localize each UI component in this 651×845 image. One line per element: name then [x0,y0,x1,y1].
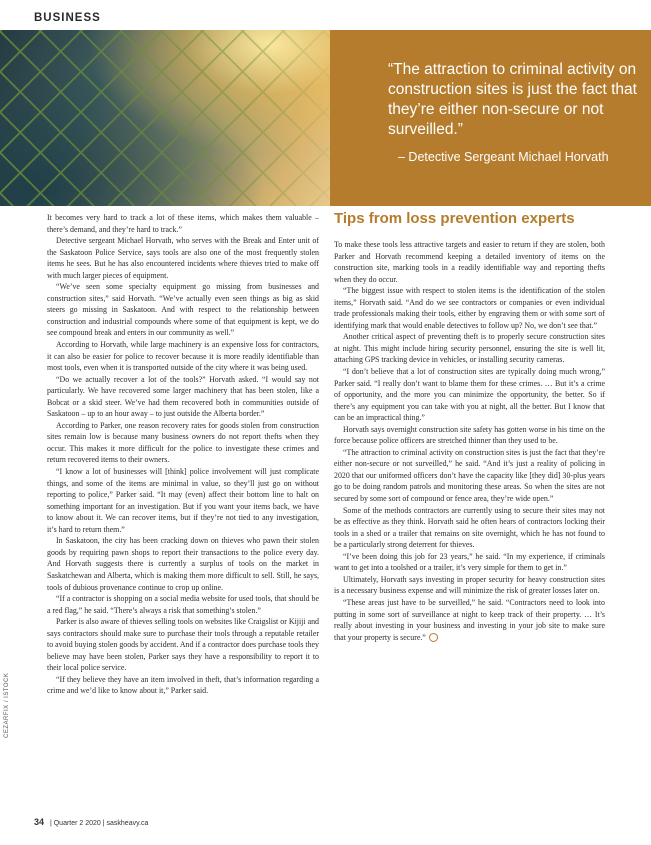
article-paragraph: “I’ve been doing this job for 23 years,” he said. “In my experience, if criminals want to get into a toolshed or a trailer, it’s very simple for them to get in.” [334,551,605,573]
article-paragraph: It becomes very hard to track a lot of these items, which makes them valuable – there’s demand, and they’re hard to track.” [47,213,319,234]
article-paragraph: Some of the methods contractors are currently using to secure their sites may not be as effective as they think. Horvath said he often hears of contractors locking their tools in a shed or a trailer that remains on site overnight, which he has not found to be a particularly strong deterrent for thieves. [334,505,605,550]
fence-mesh-graphic [0,30,330,206]
pull-quote-attribution: – Detective Sergeant Michael Horvath [398,150,609,164]
left-article-column [47,212,319,697]
article-paragraph: “Do we actually recover a lot of the tools?” Horvath asked. “I would say not particularly. We have recovered some larger machinery that has been stolen, like a Bobcat or a skid steer. We’ve had them recovered both in communities outside of Saskatoon – up to an hour away – to just outside the Alberta border.” [47,374,319,419]
article-paragraph: Ultimately, Horvath says investing in proper security for heavy construction sites is a necessary business expense and will minimize the risk of greater losses later on. [334,574,605,596]
pull-quote-box [330,30,651,206]
chain-link-fence-photo [0,30,330,206]
footer-text: | Quarter 2 2020 | saskheavy.ca [49,820,149,827]
end-of-article-icon [429,633,438,642]
article-paragraph: Another critical aspect of preventing theft is to properly secure construction sites at night. This might include hiring security personnel, ensuring the site is well lit, attaching GPS tracking device in vehicles, or installing security cameras. [334,332,605,365]
page-number: 34 [34,817,45,827]
article-paragraph: “If they believe they have an item involved in theft, that’s information regarding a crime and we’d like to know about it,” Parker said. [47,674,319,696]
article-paragraph: “The attraction to criminal activity on construction sites is just the fact that they’re either non-secure or not surveilled,” he said. “And it’s just a reality of policing in 2020 that our uniformed officers don’t have the capacity like [they did] 30-plus years go to be doing random patrols and monitoring these areas. So when the sites are not secured by some sort of compound or fence area, they’re wide open.” [334,447,605,504]
photo-credit: CEZARFIX / ISTOCK [4,672,10,738]
article-paragraph: Parker is also aware of thieves selling tools on websites like Craigslist or Kijiji and says contractors should make sure to purchase their tools through a reputable retailer to avoid buying stolen goods by accident. And if a contractor does purchase tools they believe may have been stolen, Parker says they have a responsibility to report it to their local police service. [47,617,319,673]
article-paragraph: In Saskatoon, the city has been cracking down on thieves who pawn their stolen goods by requiring pawn shops to report their transactions to the police every day. And Horvath suggests there is currently a surplus of tools on the market in Saskatchewan and Alberta, which is making them more difficult to sell. Still, he says, tools of dubious provenance continue to crop up online. [47,536,319,592]
article-paragraph: To make these tools less attractive targets and easier to return if they are stolen, both Parker and Horvath recommend keeping a detailed inventory of items on the construction site, marking tools in a readily identifiable way and reporting thefts when they do occur. [334,240,605,284]
article-paragraph: “The biggest issue with respect to stolen items is the identification of the stolen items,” Horvath said. “And do we see contractors or companies or even individual trade professionals making their tools, either by engraving them or with some sort of identifying mark that would enable detectives to follow up? No, we don’t see that.” [334,286,605,330]
article-paragraph: According to Parker, one reason recovery rates for goods stolen from construction sites remain low is because many business owners do not report thefts when they occur. This makes it more difficult for the police to investigate these crimes and return recovered items to their owners. [47,420,319,465]
section-label: BUSINESS [34,12,101,24]
section-heading: Tips from loss prevention experts [334,210,575,227]
article-paragraph-text: “These areas just have to be surveilled,” he said. “Contractors need to look into putting in some sort of surveillance at night to keep track of their property. … It’s really about investing in your business and investing in your job site to make sure that your property is secure.” [334,597,605,642]
article-paragraph: Detective sergeant Michael Horvath, who serves with the Break and Enter unit of the Saskatoon Police Service, says tools are also one of the most frequently stolen items he sees. But he has also encountered incidents where thieves tried to make off with much larger pieces of equipment. [47,236,319,280]
article-paragraph: “I don’t believe that a lot of construction sites are typically doing much wrong,” Parker said. “I really don’t want to blame them for these crimes. … But it’s a crime of opportunity, and the more you can minimize the opportunity, the better. So if there’s any equipment you can take with you at night, all the better. But I know that can be an impractical thing.” [334,367,605,423]
right-article-column [334,239,605,643]
article-paragraph: “I know a lot of businesses will [think] police involvement will just complicate things, and some of the items are minimal in value, so they’ll just go on without reporting to police,” Parker said. “It may (even) affect their bottom line to halt on something important for an investigation. But if you want your items back, we have to know about it. We can recover items, but if they’re not tied to any investigation, it’s hard to return them.” [47,467,319,534]
page-footer [34,817,148,827]
article-paragraph: “If a contractor is shopping on a social media website for used tools, that should be a red flag,” he said. “There’s always a risk that something’s stolen.” [47,594,319,615]
article-paragraph: “We’ve seen some specialty equipment go missing from businesses and construction sites,” said Horvath. “We’ve actually even seen things as big as skid steers go missing in Saskatoon. And with respect to the relationship between construction and industrial compounds where some of that equipment is kept, we do see compound break and enters in our community as well.” [47,282,319,338]
article-paragraph-last [334,597,605,643]
pull-quote-text: “The attraction to criminal activity on construction sites is just the fact that they’re either non-secure or not surveilled.” [388,61,637,138]
article-paragraph: Horvath says overnight construction site safety has gotten worse in his time on the force because police officers are stretched thinner than they used to be. [334,424,605,446]
article-paragraph: According to Horvath, while large machinery is an expensive loss for contractors, it can also be easier for police to recover because it is more readily identifiable than most tools, even when it is transported outside of the city where it was being used. [47,340,319,373]
